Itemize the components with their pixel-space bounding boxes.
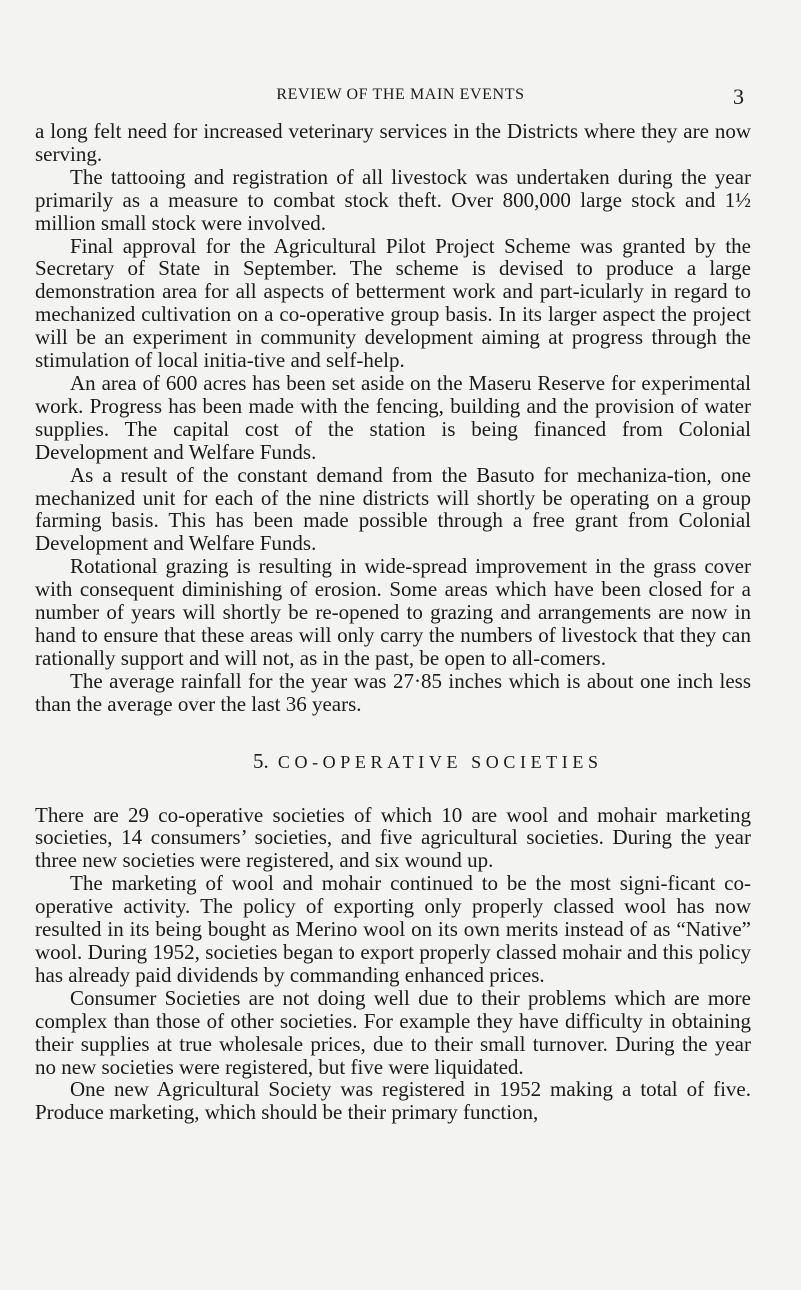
running-head: REVIEW OF THE MAIN EVENTS	[276, 86, 525, 103]
paragraph-wool-mohair: The marketing of wool and mohair continued to be the most signi-ficant co-operative activity. The policy of exporting only properly classed wool has now resulted in its being bought as Merino wool on its own merits instead of as “Native” wool. During 1952, societies began to export properly classed mohair and this policy has already paid dividends by commanding enhanced prices.	[35, 871, 751, 987]
page-number: 3	[733, 84, 744, 109]
paragraph-pilot-project: Final approval for the Agricultural Pilot Project Scheme was granted by the Secretary of State in September. The scheme is devised to produce a large demonstration area for all aspects of betterment work and part-icularly in regard to mechanized cultivation on a co-operative group basis. In its larger aspect the project will be an experiment in community development aiming at progress through the stimulation of local initia-tive and self-help.	[35, 233, 751, 373]
paragraph-mechanization: As a result of the constant demand from the Basuto for mechaniza-tion, one mechanized unit for each of the nine districts will shortly be operating on a group farming basis. This has been made possible through a free grant from Colonial Development and Welfare Funds.	[35, 462, 751, 556]
paragraph-livestock-tattooing: The tattooing and registration of all livestock was undertaken during the year primarily as a measure to combat stock theft. Over 800,000 large stock and 1½ million small stock were involved.	[35, 164, 751, 235]
section-title: CO-OPERATIVE SOCIETIES	[277, 751, 603, 772]
paragraph-agricultural-society: One new Agricultural Society was registered in 1952 making a total of five. Produce marketing, which should be their primary function,	[35, 1077, 751, 1125]
paragraph-maseru-reserve: An area of 600 acres has been set aside on the Maseru Reserve for experimental work. Progress has been made with the fencing, building and the provision of water supplies. The capital cost of the station is being financed from Colonial Development and Welfare Funds.	[35, 370, 751, 464]
body-text	[35, 120, 751, 1124]
paragraph-rotational-grazing: Rotational grazing is resulting in wide-spread improvement in the grass cover with consequent diminishing of erosion. Some areas which have been closed for a number of years will shortly be re-opened to grazing and arrangements are now in hand to ensure that these areas will only carry the numbers of livestock that they can rationally support and will not, as in the past, be open to all-comers.	[35, 554, 751, 670]
section-number: 5.	[253, 748, 269, 773]
paragraph-consumer-societies: Consumer Societies are not doing well due to their problems which are more complex than those of other societies. For example they have difficulty in obtaining their supplies at true wholesale prices, due to their small turnover. During the year no new societies were registered, but five were liquidated.	[35, 985, 751, 1079]
paragraph-veterinary-services: a long felt need for increased veterinary services in the Districts where they are now serving.	[35, 119, 751, 166]
paragraph-societies-count: There are 29 co-operative societies of which 10 are wool and mohair marketing societies, 14 consumers’ societies, and five agricultural societies. During the year three new societies were registered, and six wound up.	[35, 802, 751, 873]
section-heading	[35, 750, 751, 773]
paragraph-rainfall: The average rainfall for the year was 27·85 inches which is about one inch less than the average over the last 36 years.	[35, 668, 751, 716]
